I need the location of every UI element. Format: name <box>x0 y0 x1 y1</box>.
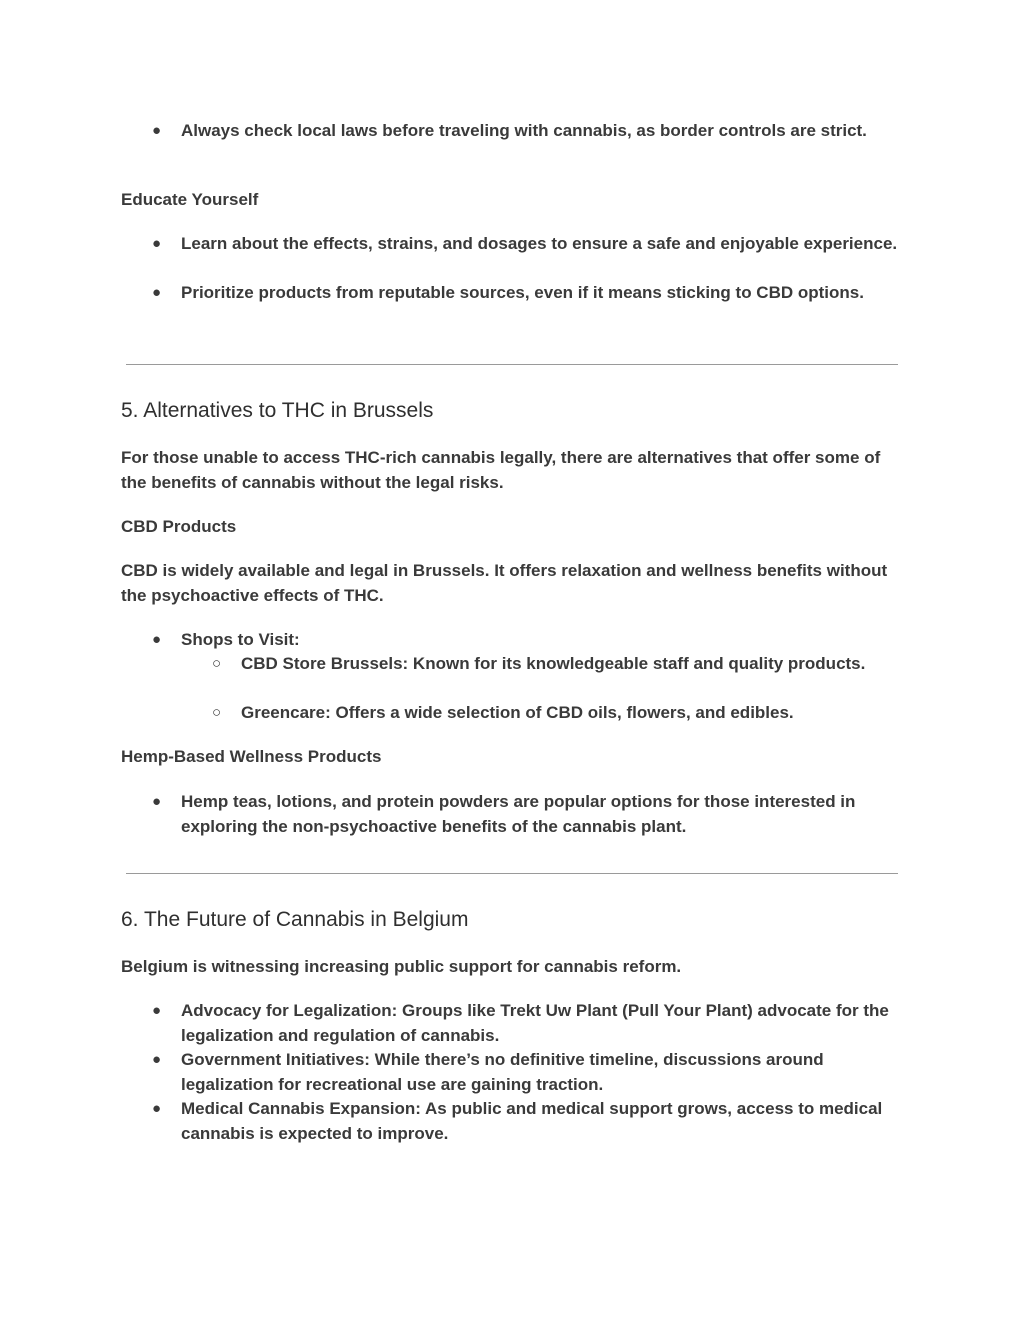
paragraph: For those unable to access THC-rich cannabis legally, there are alternatives that offer some of the benefits of cannabis without the legal risks. <box>121 448 881 492</box>
section-heading: 6. The Future of Cannabis in Belgium <box>121 908 469 931</box>
subheading-cbd-products: CBD Products <box>121 517 237 536</box>
paragraph: Belgium is witnessing increasing public support for cannabis reform. <box>121 957 682 976</box>
list-bullet: ● <box>152 284 162 301</box>
list-bullet: ● <box>152 1002 162 1019</box>
list-item: Medical Cannabis Expansion: As public and medical support grows, access to medical cannabis is expected to improve. <box>181 1099 883 1143</box>
list-bullet: ● <box>152 235 162 252</box>
list-bullet: ● <box>152 122 162 139</box>
list-item: Government Initiatives: While there’s no definitive timeline, discussions around legalization for recreational use are gaining traction. <box>181 1050 824 1094</box>
list-item: Hemp teas, lotions, and protein powders are popular options for those interested in exploring the non-psychoactive benefits of the cannabis plant. <box>181 792 856 836</box>
horizontal-divider <box>126 364 898 365</box>
list-item: Always check local laws before traveling with cannabis, as border controls are strict. <box>181 121 867 140</box>
list-bullet: ● <box>152 793 162 810</box>
subheading-hemp-products: Hemp-Based Wellness Products <box>121 747 382 766</box>
subheading-educate-yourself: Educate Yourself <box>121 190 259 209</box>
list-item: Shops to Visit: <box>181 630 300 649</box>
sublist-bullet: ○ <box>212 704 222 721</box>
horizontal-divider <box>126 873 898 874</box>
paragraph: CBD is widely available and legal in Brussels. It offers relaxation and wellness benefits without the psychoactive effects of THC. <box>121 561 888 605</box>
list-bullet: ● <box>152 1051 162 1068</box>
sublist-item: Greencare: Offers a wide selection of CBD oils, flowers, and edibles. <box>241 703 794 722</box>
list-item: Prioritize products from reputable sources, even if it means sticking to CBD options. <box>181 283 864 302</box>
section-heading: 5. Alternatives to THC in Brussels <box>121 399 434 422</box>
sublist-item: CBD Store Brussels: Known for its knowledgeable staff and quality products. <box>241 654 866 673</box>
list-bullet: ● <box>152 631 162 648</box>
list-item: Learn about the effects, strains, and dosages to ensure a safe and enjoyable experience. <box>181 234 898 253</box>
sublist-bullet: ○ <box>212 655 222 672</box>
list-item: Advocacy for Legalization: Groups like Trekt Uw Plant (Pull Your Plant) advocate for the legalization and regulation of cannabis. <box>181 1001 889 1045</box>
list-bullet: ● <box>152 1100 162 1117</box>
